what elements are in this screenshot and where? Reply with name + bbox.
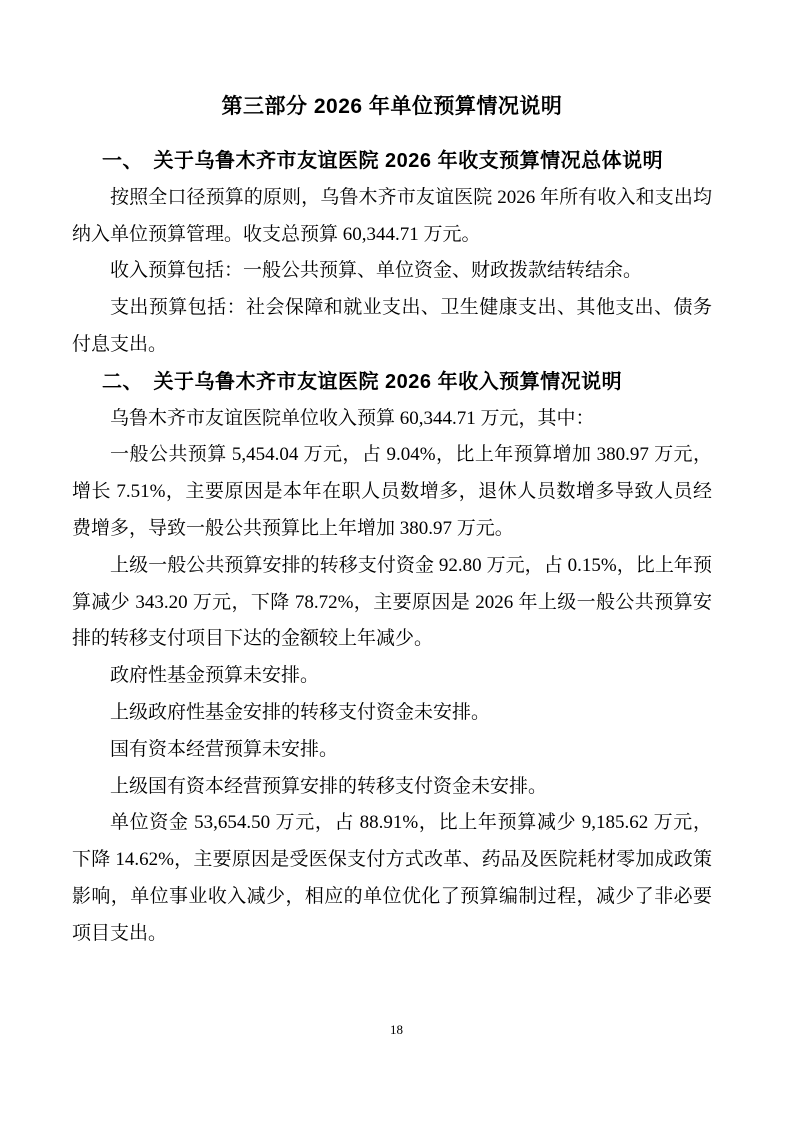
section-2-paragraph-state-capital: 国有资本经营预算未安排。 [110,738,339,760]
document-title: 第三部分 2026 年单位预算情况说明 [221,95,563,118]
section-2-paragraph-state-capital-transfer: 上级国有资本经营预算安排的转移支付资金未安排。 [110,775,548,797]
section-1-paragraph-overall-budget: 按照全口径预算的原则，乌鲁木齐市友谊医院 2026 年所有收入和支出均纳入单位预算管理。收支总预算 60,344.71 万元。 [72,186,712,245]
section-2-heading: 二、 关于乌鲁木齐市友谊医院 2026 年收入预算情况说明 [102,370,623,393]
section-2-paragraph-transfer-payment: 上级一般公共预算安排的转移支付资金 92.80 万元，占 0.15%，比上年预算减少 343.20 万元，下降 78.72%，主要原因是 2026 年上级一般公共预算安排的转移支付项目下达的金额较上年减少。 [72,554,712,650]
section-1-paragraph-expenditure-scope: 支出预算包括：社会保障和就业支出、卫生健康支出、其他支出、债务付息支出。 [72,297,712,355]
section-2-paragraph-gov-fund-transfer: 上级政府性基金安排的转移支付资金未安排。 [110,701,491,723]
document-content [72,88,712,953]
section-2-paragraph-income-total: 乌鲁木齐市友谊医院单位收入预算 60,344.71 万元，其中： [110,407,595,429]
section-2-paragraph-gov-fund: 政府性基金预算未安排。 [110,665,320,687]
section-2-paragraph-general-public-budget: 一般公共预算 5,454.04 万元，占 9.04%，比上年预算增加 380.97 万元，增长 7.51%，主要原因是本年在职人员数增多，退休人员数增多导致人员经费增多，导致一般公共预算比上年增加 380.97 万元。 [72,444,712,539]
section-1-paragraph-income-scope: 收入预算包括：一般公共预算、单位资金、财政拨款结转结余。 [110,260,643,282]
section-2-paragraph-unit-funds: 单位资金 53,654.50 万元，占 88.91%，比上年预算减少 9,185.62 万元，下降 14.62%，主要原因是受医保支付方式改革、药品及医院耗材零加成政策影响，单位事业收入减少，相应的单位优化了预算编制过程，减少了非必要项目支出。 [72,812,712,944]
page-number: 18 [390,1022,403,1037]
section-1-heading: 一、 关于乌鲁木齐市友谊医院 2026 年收支预算情况总体说明 [102,150,664,172]
